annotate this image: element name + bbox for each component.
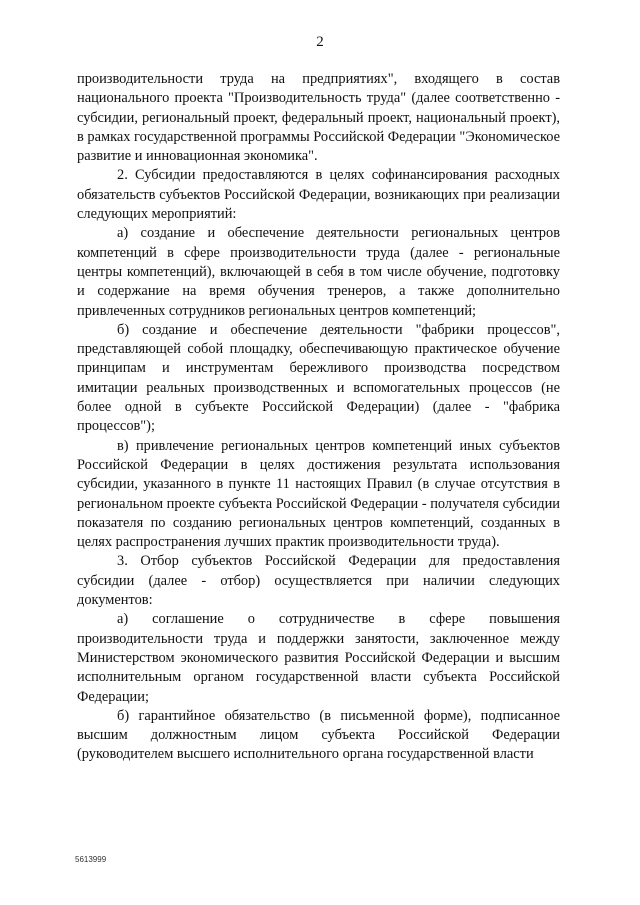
paragraph-item-2a: а) создание и обеспечение деятельности региональных центров компетенций в сфере производительности труда (далее - региональные центры компетенций), включающей в себя в том числе обучение, подготовку и содержание на время обучения тренеров, а также дополнительно привлеченных сотрудников региональных центров компетенций; xyxy=(77,225,560,319)
document-body xyxy=(77,70,560,765)
paragraph-item-2v: в) привлечение региональных центров компетенций иных субъектов Российской Федерации в целях достижения результата использования субсидии, указанного в пункте 11 настоящих Правил (в случае отсутствия в региональном проекте субъекта Российской Федерации - получателя субсидии показателя по созданию региональных центров компетенций, созданных в целях распространения лучших практик производительности труда). xyxy=(77,437,560,551)
page-number: 2 xyxy=(316,34,324,50)
paragraph-item-3: 3. Отбор субъектов Российской Федерации для предоставления субсидии (далее - отбор) осуществляется при наличии следующих документов: xyxy=(77,553,560,609)
paragraph-item-3a: а) соглашение о сотрудничестве в сфере повышения производительности труда и поддержки занятости, заключенное между Министерством экономического развития Российской Федерации и высшим исполнительным органом государственной власти субъекта Российской Федерации; xyxy=(77,611,560,705)
paragraph-item-3b: б) гарантийное обязательство (в письменной форме), подписанное высшим должностным лицом субъекта Российской Федерации (руководителем высшего исполнительного органа государственной власти xyxy=(77,707,560,763)
paragraph-continuation: производительности труда на предприятиях", входящего в состав национального проекта "Производительность труда" (далее соответственно - субсидии, региональный проект, федеральный проект, национальный проект), в рамках государственной программы Российской Федерации "Экономическое развитие и инновационная экономика". xyxy=(77,71,560,165)
paragraph-item-2b: б) создание и обеспечение деятельности "фабрики процессов", представляющей собой площадку, обеспечивающую практическое обучение принципам и инструментам бережливого производства посредством имитации реальных производственных и вспомогательных процессов (не более одной в субъекте Российской Федерации) (далее - "фабрика процессов"); xyxy=(77,321,560,435)
paragraph-item-2: 2. Субсидии предоставляются в целях софинансирования расходных обязательств субъектов Российской Федерации, возникающих при реализации следующих мероприятий: xyxy=(77,167,560,223)
document-id: 5613999 xyxy=(75,855,107,864)
